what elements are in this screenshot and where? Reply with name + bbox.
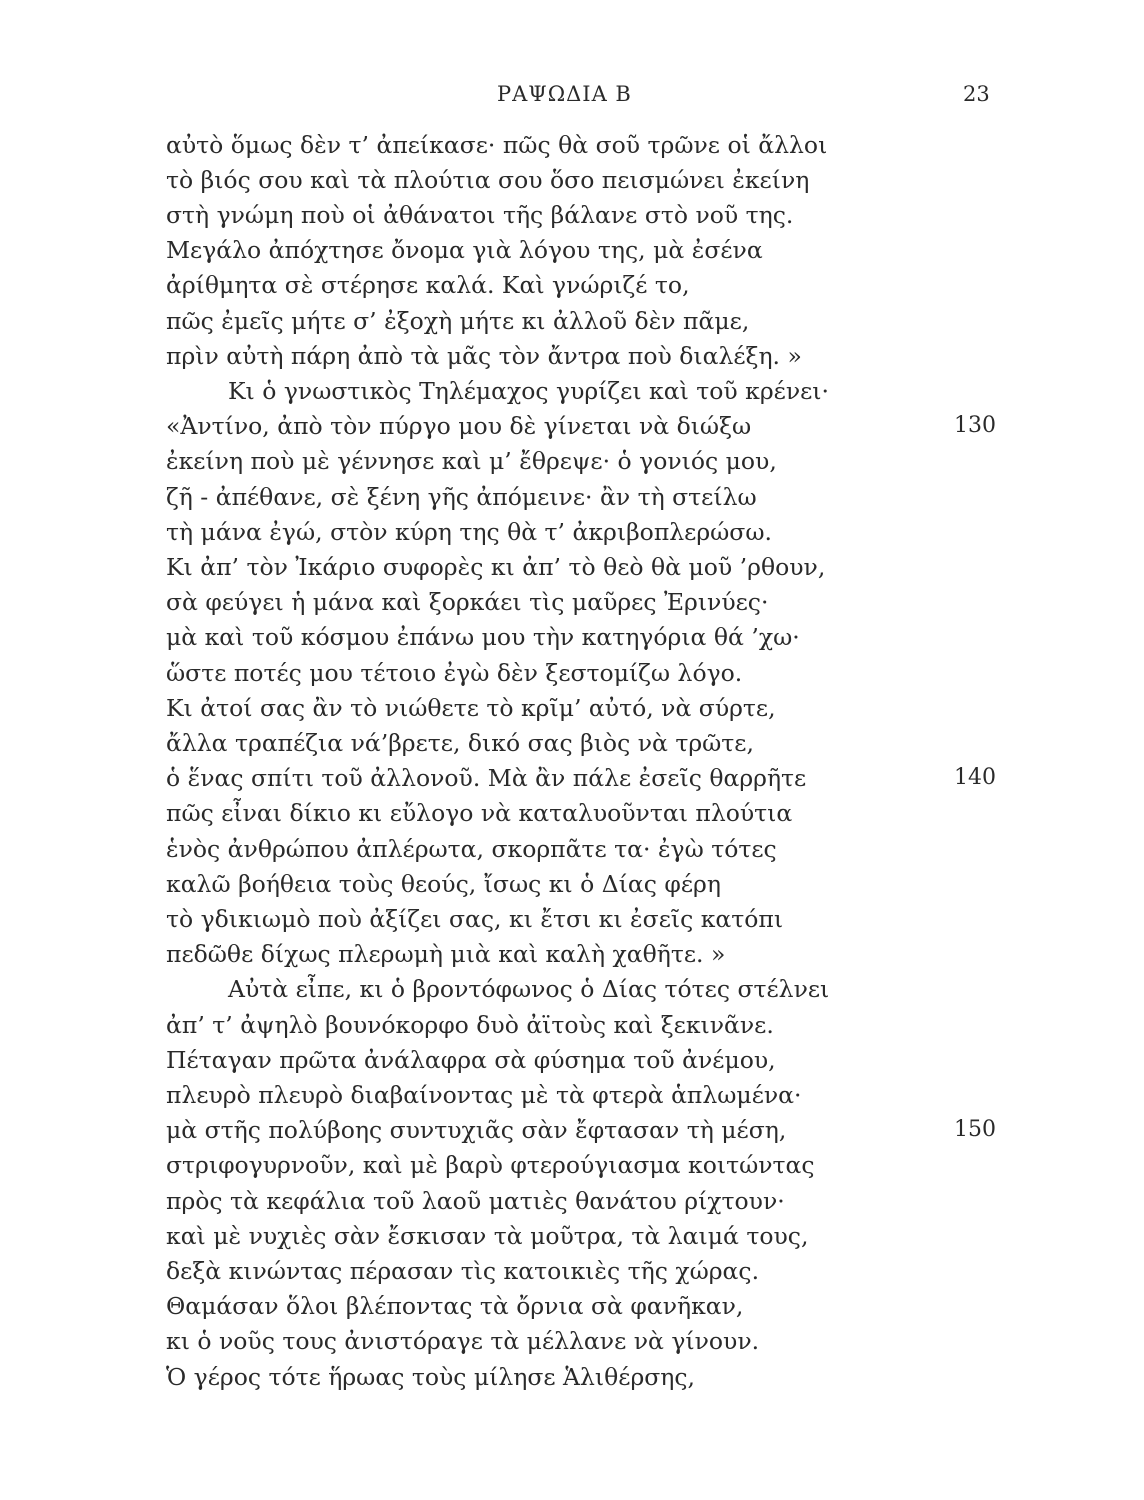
verse-line: σὰ φεύγει ἡ μάνα καὶ ξορκάει τὶς μαῦρες Ἐρινύες·	[166, 588, 769, 616]
verse-line: Ὁ γέρος τότε ἥρωας τοὺς μίλησε Ἁλιθέρσης,	[166, 1363, 696, 1391]
verse-line: πεδῶθε δίχως πλερωμὴ μιὰ καὶ καλὴ χαθῆτε. »	[166, 940, 726, 968]
page-number: 23	[963, 82, 990, 106]
verse-line: πλευρὸ πλευρὸ διαβαίνοντας μὲ τὰ φτερὰ ἁπλωμένα·	[166, 1081, 802, 1109]
verse-line: πῶς εἶναι δίκιο κι εὔλογο νὰ καταλυοῦνται πλούτια	[166, 799, 793, 827]
verse-line: ὥστε ποτές μου τέτοιο ἐγὼ δὲν ξεστομίζω λόγο.	[166, 659, 743, 687]
verse-line: καὶ μὲ νυχιὲς σὰν ἔσκισαν τὰ μοῦτρα, τὰ λαιμά τους,	[166, 1222, 809, 1250]
verse-line: πῶς ἐμεῖς μήτε σ’ ἐξοχὴ μήτε κι ἀλλοῦ δὲν πᾶμε,	[166, 307, 750, 335]
verse-line: πρὸς τὰ κεφάλια τοῦ λαοῦ ματιὲς θανάτου ρίχτουν·	[166, 1187, 785, 1215]
verse-line: Αὐτὰ εἶπε, κι ὁ βροντόφωνος ὁ Δίας τότες στέλνει	[228, 975, 830, 1003]
verse-line: μὰ καὶ τοῦ κόσμου ἐπάνω μου τὴν κατηγόρια θά ’χω·	[166, 623, 800, 651]
verse-line: ἀπ’ τ’ ἀψηλὸ βουνόκορφο δυὸ ἀϊτοὺς καὶ ξεκινᾶνε.	[166, 1011, 774, 1039]
verse-line: τὴ μάνα ἐγώ, στὸν κύρη της θὰ τ’ ἀκριβοπλερώσω.	[166, 518, 772, 546]
verse-line: καλῶ βοήθεια τοὺς θεούς, ἴσως κι ὁ Δίας φέρη	[166, 870, 721, 898]
verse-line: ὁ ἕνας σπίτι τοῦ ἀλλονοῦ. Μὰ ἂν πάλε ἐσεῖς θαρρῆτε	[166, 764, 807, 792]
running-head	[0, 82, 1144, 112]
verse-line: τὸ γδικιωμὸ ποὺ ἀξίζει σας, κι ἔτσι κι ἐσεῖς κατόπι	[166, 905, 784, 933]
verse-line: ἑνὸς ἀνθρώπου ἀπλέρωτα, σκορπᾶτε τα· ἐγὼ τότες	[166, 835, 777, 863]
verse-line: αὐτὸ ὅμως δὲν τ’ ἀπείκασε· πῶς θὰ σοῦ τρῶνε οἱ ἄλλοι	[166, 131, 828, 159]
verse-line: τὸ βιός σου καὶ τὰ πλούτια σου ὅσο πεισμώνει ἐκείνη	[166, 166, 810, 194]
verse-line: ἀρίθμητα σὲ στέρησε καλά. Καὶ γνώριζέ το,	[166, 271, 690, 299]
chapter-title: ΡΑΨΩΔΙΑ Β	[497, 82, 632, 106]
verse-line: Θαμάσαν ὅλοι βλέποντας τὰ ὄρνια σὰ φανῆκαν,	[166, 1292, 744, 1320]
verse-line: στὴ γνώμη ποὺ οἱ ἀθάνατοι τῆς βάλανε στὸ νοῦ της.	[166, 201, 794, 229]
verse-line: Κι ἀπ’ τὸν Ἰκάριο συφορὲς κι ἀπ’ τὸ θεὸ θὰ μοῦ ’ρθουν,	[166, 553, 826, 581]
line-number: 130	[954, 413, 996, 438]
verse-line: πρὶν αὐτὴ πάρη ἀπὸ τὰ μᾶς τὸν ἄντρα ποὺ διαλέξη. »	[166, 342, 802, 370]
verse-line: Πέταγαν πρῶτα ἀνάλαφρα σὰ φύσημα τοῦ ἀνέμου,	[166, 1046, 776, 1074]
verse-line: Κι ἀτοί σας ἂν τὸ νιώθετε τὸ κρῖμ’ αὐτό, νὰ σύρτε,	[166, 694, 776, 722]
verse-line: ἄλλα τραπέζια νά’βρετε, δικό σας βιὸς νὰ τρῶτε,	[166, 729, 754, 757]
verse-line: δεξὰ κινώντας πέρασαν τὶς κατοικιὲς τῆς χώρας.	[166, 1257, 760, 1285]
verse-line: κι ὁ νοῦς τους ἀνιστόραγε τὰ μέλλανε νὰ γίνουν.	[166, 1327, 760, 1355]
line-number: 150	[954, 1117, 996, 1142]
verse-line: ἐκείνη ποὺ μὲ γέννησε καὶ μ’ ἔθρεψε· ὁ γονιός μου,	[166, 447, 777, 475]
verse-line: μὰ στῆς πολύβοης συντυχιᾶς σὰν ἔφτασαν τὴ μέση,	[166, 1116, 787, 1144]
verse-line: ζῆ - ἀπέθανε, σὲ ξένη γῆς ἀπόμεινε· ἂν τὴ στείλω	[166, 483, 757, 511]
line-number: 140	[954, 765, 996, 790]
verse-line: Κι ὁ γνωστικὸς Τηλέμαχος γυρίζει καὶ τοῦ κρένει·	[228, 377, 829, 405]
verse-line: «Ἀντίνο, ἀπὸ τὸν πύργο μου δὲ γίνεται νὰ διώξω	[166, 412, 752, 440]
verse-line: στριφογυρνοῦν, καὶ μὲ βαρὺ φτερούγιασμα κοιτώντας	[166, 1151, 815, 1179]
verse-line: Μεγάλο ἀπόχτησε ὄνομα γιὰ λόγου της, μὰ ἐσένα	[166, 236, 763, 264]
